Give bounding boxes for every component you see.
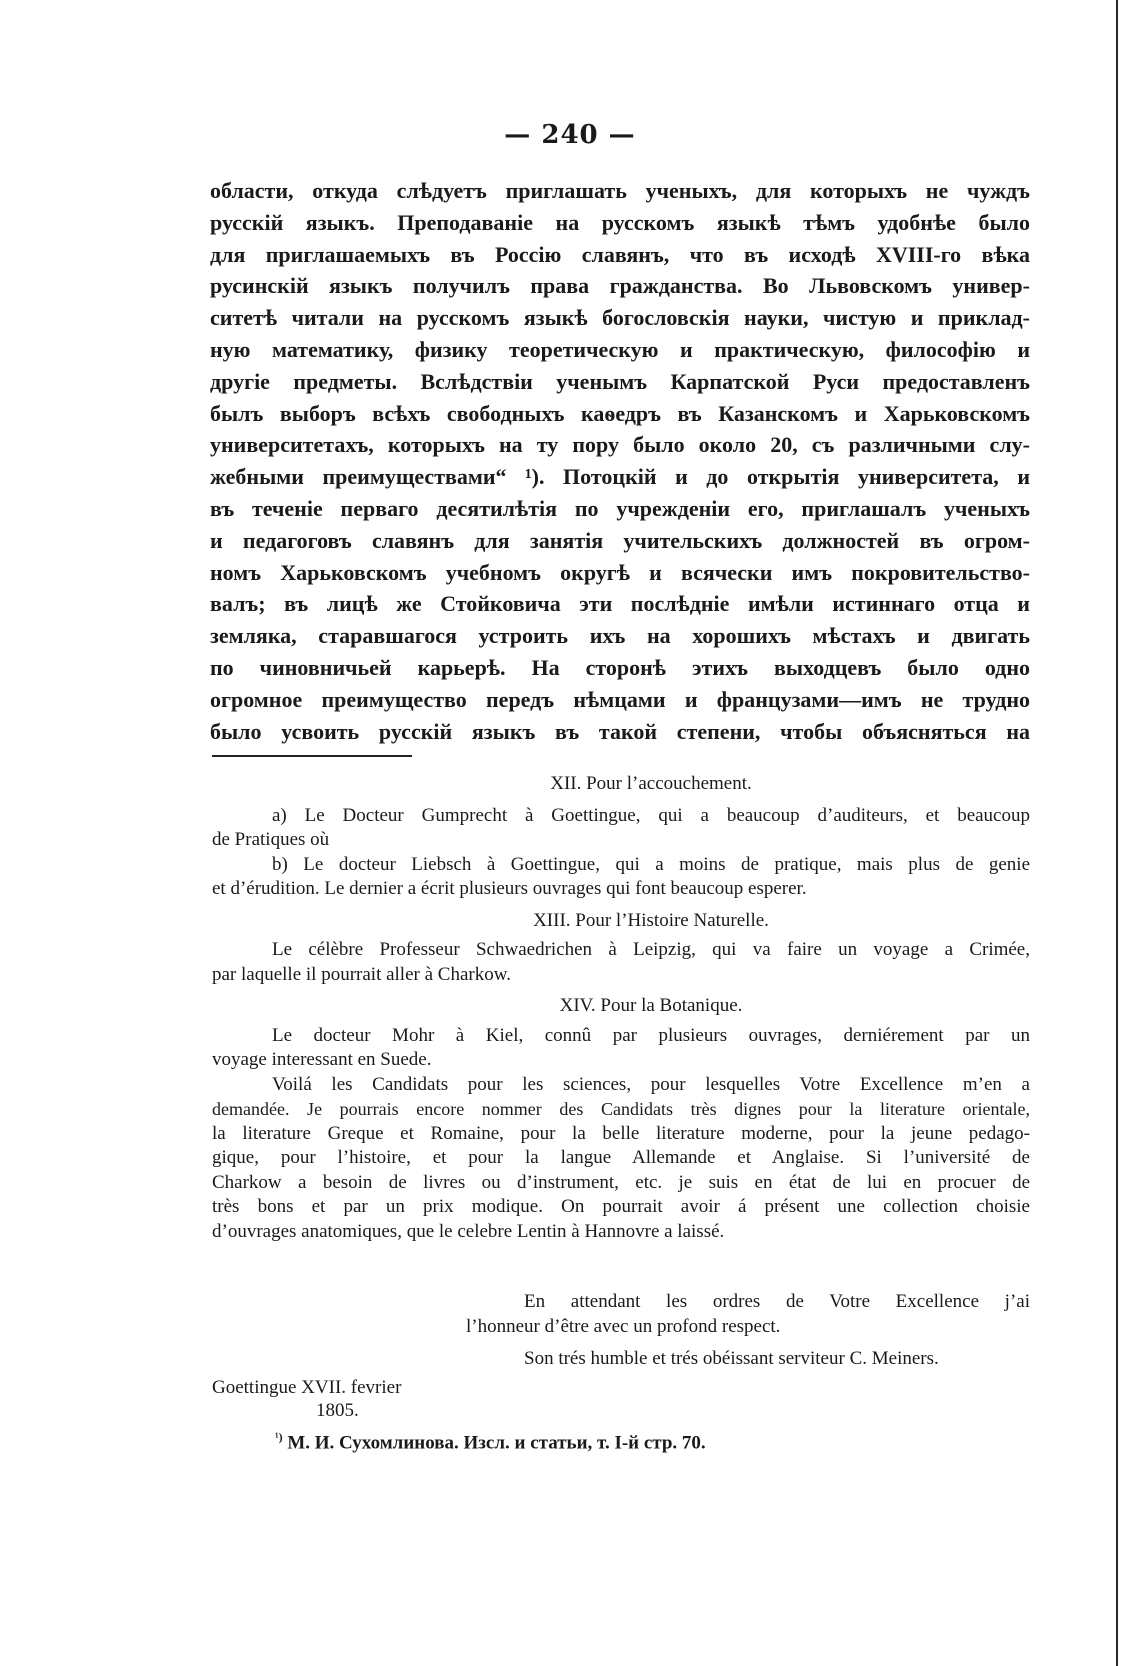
footnote-rule — [212, 755, 412, 757]
paragraph-line: par laquelle il pourrait aller à Charkow. — [212, 963, 511, 985]
year-line — [316, 1399, 436, 1424]
text-line: земляка, старавшагося устроить ихъ на хорошихъ мѣстахъ и двигать — [210, 623, 1030, 649]
paragraph-line: Voilá les Candidats pour les sciences, pour lesquelles Votre Excellence m’en a — [272, 1073, 1030, 1095]
section-heading-xiv: XIV. Pour la Botanique. — [559, 995, 743, 1016]
text-line: ситетѣ читали на русскомъ языкѣ богословскія науки, чистую и приклад- — [210, 305, 1030, 331]
text-line: для приглашаемыхъ въ Россію славянъ, что въ исходѣ XVIII-го вѣка — [210, 241, 1030, 267]
text-line: огромное преимущество передъ нѣмцами и французами—имъ не трудно — [210, 686, 1030, 712]
paragraph-line: très bons et par un prix modique. On pourrait avoir á présent une collection choisie — [212, 1196, 1030, 1217]
paragraph-line: et d’érudition. Le dernier a écrit plusieurs ouvrages qui font beaucoup esperer. — [212, 878, 807, 899]
text-line: по чиновничьей карьерѣ. На сторонѣ этихъ выходцевъ было одно — [210, 654, 1030, 680]
footnote — [275, 1430, 706, 1454]
text-line: русинскій языкъ получилъ права гражданства. Во Львовскомъ универ- — [210, 273, 1030, 299]
footnote-text: М. И. Сухомлинова. Изсл. и статьи, т. I-й стр. 70. — [282, 1432, 706, 1454]
text-line: жебными преимуществами“ ¹). Потоцкій и до открытія университета, и — [210, 464, 1030, 490]
text-line: было усвоить русскій языкъ въ такой степени, чтобы объясняться на — [210, 718, 1030, 744]
paragraph-line: demandée. Je pourrais encore nommer des Candidats très dignes pour la literature orientale, — [212, 1099, 1030, 1119]
text-line: и педагоговъ славянъ для занятія учительскихъ должностей въ огром- — [210, 527, 1030, 553]
paragraph-line: Le célèbre Professeur Schwaedrichen à Leipzig, qui va faire un voyage a Crimée, — [272, 939, 1030, 960]
page-number: — 240 — — [504, 120, 636, 150]
text-line: университетахъ, которыхъ на ту пору было около 20, съ различными слу- — [210, 432, 1030, 458]
paragraph-line: d’ouvrages anatomiques, que le celebre Lentin à Hannovre a laissé. — [212, 1220, 725, 1242]
paragraph-line: gique, pour l’histoire, et pour la langue Allemande et Anglaise. Si l’université de — [212, 1147, 1030, 1168]
text-line: другіе предметы. Вслѣдствіи ученымъ Карпатской Руси предоставленъ — [210, 368, 1030, 394]
page-edge-line — [1116, 0, 1118, 1666]
paragraph-line: Le docteur Mohr à Kiel, connû par plusieurs ouvrages, derniérement par un — [272, 1024, 1030, 1046]
paragraph-line: b) Le docteur Liebsch à Goettingue, qui a moins de pratique, mais plus de genie — [272, 853, 1030, 875]
paragraph-line: voyage interessant en Suede. — [212, 1049, 432, 1070]
text-line: былъ выборъ всѣхъ свободныхъ каѳедръ въ Казанскомъ и Харьковскомъ — [210, 400, 1030, 426]
paragraph-line: la literature Greque et Romaine, pour la belle literature moderne, pour la jeune pedago- — [212, 1122, 1030, 1144]
text-line: ную математику, физику теоретическую и практическую, философію и — [210, 336, 1030, 362]
closing-text: l’honneur d’être avec un profond respect. — [466, 1316, 781, 1337]
closing-line-2 — [466, 1315, 1032, 1340]
signature-line — [524, 1347, 1030, 1372]
section-heading-xii: XII. Pour l’accouchement. — [550, 773, 752, 794]
text-line: въ теченіе перваго десятилѣтія по учрежденіи его, приглашалъ ученыхъ — [210, 495, 1030, 521]
footnote-marker: ¹) — [275, 1430, 283, 1444]
place-text: Goettingue XVII. fevrier — [212, 1377, 402, 1398]
text-line: валъ; въ лицѣ же Стойковича эти послѣдніе имѣли истиннаго отца и — [210, 591, 1030, 617]
year-text: 1805. — [316, 1400, 359, 1421]
closing-line-1 — [524, 1290, 1030, 1315]
paragraph-line: Charkow a besoin de livres ou d’instrument, etc. je suis en état de lui en procuer de — [212, 1171, 1030, 1193]
text-line: номъ Харьковскомъ учебномъ округѣ и всячески имъ покровительство- — [210, 559, 1030, 585]
place-date — [212, 1376, 512, 1401]
closing-text: En attendant les ordres de Votre Excellence j’ai — [524, 1291, 1030, 1312]
paragraph-line: de Pratiques où — [212, 829, 330, 850]
text-line: русскій языкъ. Преподаваніе на русскомъ языкѣ тѣмъ удобнѣе было — [210, 209, 1030, 235]
text-line: области, откуда слѣдуетъ приглашать ученыхъ, для которыхъ не чуждъ — [210, 178, 1030, 203]
main-text — [210, 175, 1030, 747]
paragraph-line: a) Le Docteur Gumprecht à Goettingue, qui a beaucoup d’auditeurs, et beaucoup — [272, 804, 1030, 826]
section-heading-xiii: XIII. Pour l’Histoire Naturelle. — [533, 909, 769, 931]
signature-text: Son trés humble et trés obéissant serviteur C. Meiners. — [524, 1348, 939, 1369]
french-letter — [212, 772, 1030, 1244]
